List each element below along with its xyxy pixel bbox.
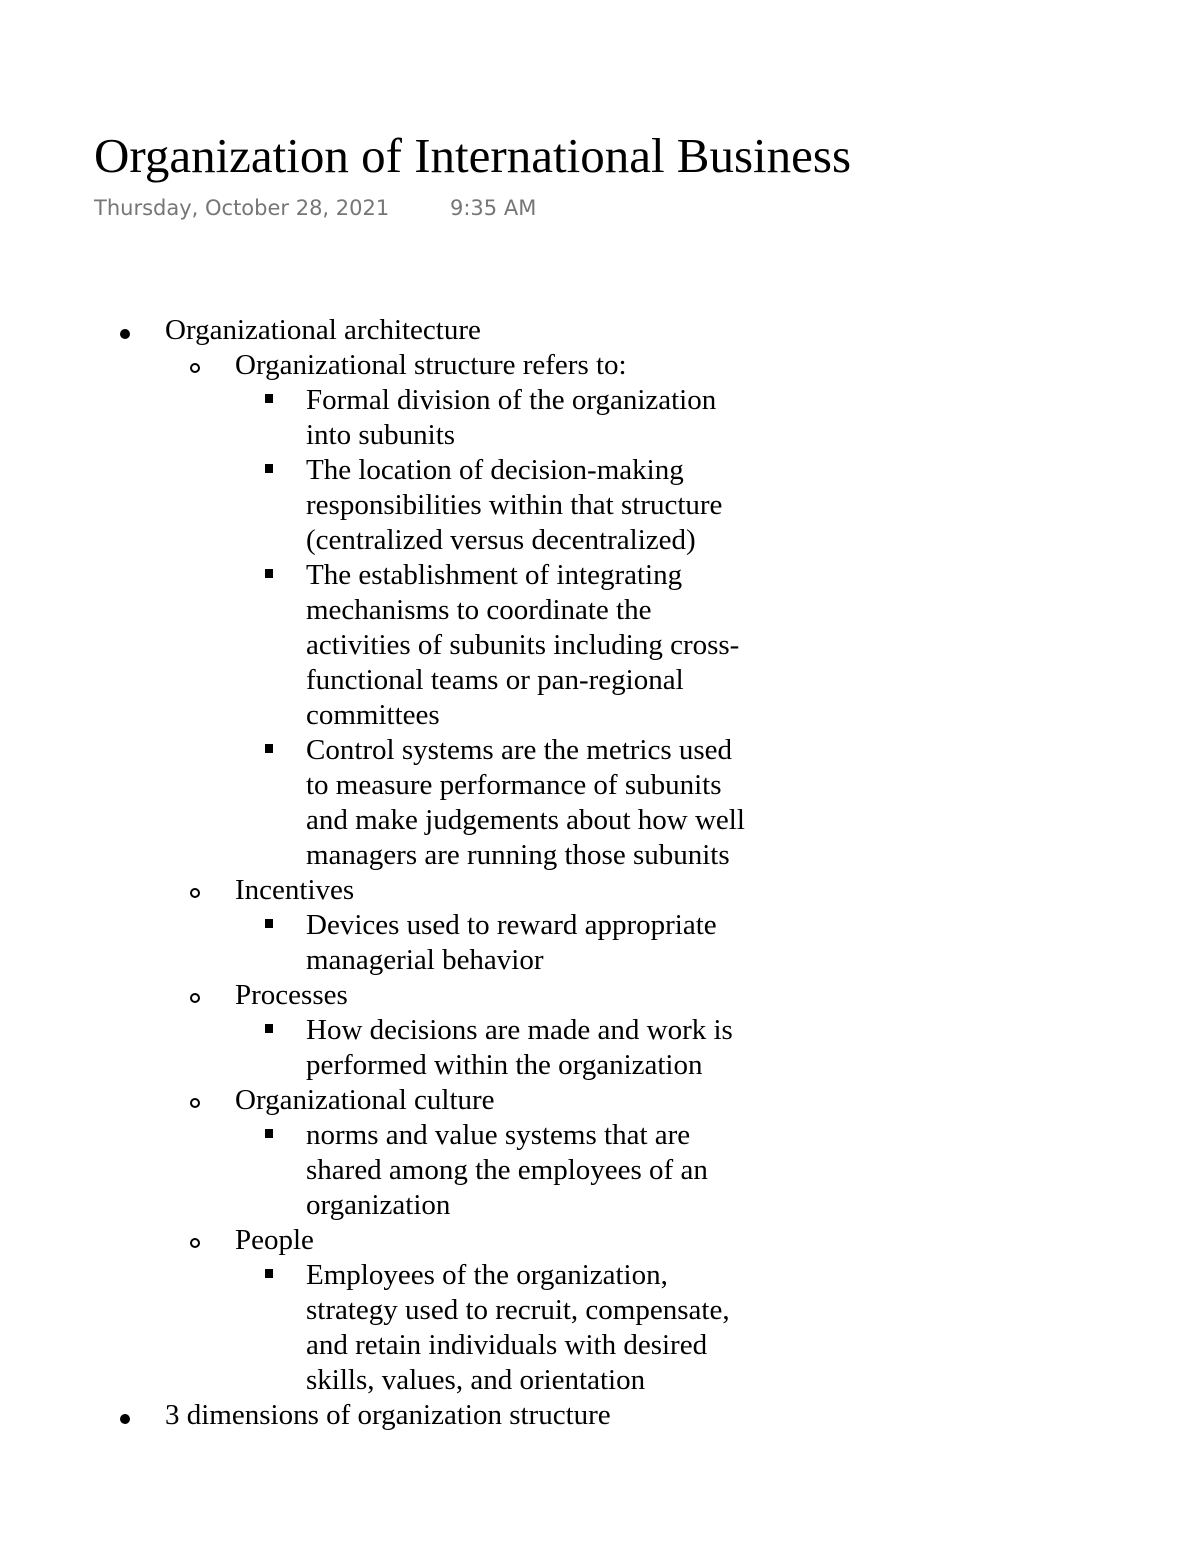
- outline-item-text: [306, 453, 722, 558]
- page-timestamp: [94, 193, 537, 223]
- page-time: 9:35 AM: [450, 196, 537, 220]
- outline-line: The establishment of integrating: [306, 559, 683, 591]
- outline-line: Organizational structure refers to:: [235, 349, 627, 381]
- outline-item-text: [306, 908, 717, 978]
- outline-line: Formal division of the organization: [306, 384, 717, 416]
- outline-line: and retain individuals with desired: [306, 1329, 708, 1361]
- outline-line: functional teams or pan-regional: [306, 664, 684, 696]
- outline-line: responsibilities within that structure: [306, 489, 723, 521]
- outline-line: norms and value systems that are: [306, 1119, 691, 1151]
- outline-item-text: [306, 558, 739, 733]
- bullet-circle-icon: [190, 888, 200, 898]
- outline-line: organization: [306, 1189, 451, 1221]
- bullet-circle-icon: [190, 1238, 200, 1248]
- page-date: Thursday, October 28, 2021: [94, 196, 390, 220]
- outline-item-text: [306, 1013, 733, 1083]
- outline-line: Devices used to reward appropriate: [306, 909, 717, 941]
- outline-item-text: [235, 978, 348, 1013]
- bullet-square-icon: [265, 464, 273, 473]
- outline-item-text: [235, 1083, 495, 1118]
- bullet-square-icon: [265, 919, 273, 928]
- outline-line: performed within the organization: [306, 1049, 703, 1081]
- outline-line: managers are running those subunits: [306, 839, 730, 871]
- outline-item-text: [235, 873, 354, 908]
- outline-line: Organizational culture: [235, 1084, 495, 1116]
- bullet-square-icon: [265, 744, 273, 753]
- bullet-square-icon: [265, 1269, 273, 1278]
- outline-line: strategy used to recruit, compensate,: [306, 1294, 730, 1326]
- outline-item-text: [306, 1258, 730, 1398]
- bullet-circle-icon: [190, 1098, 200, 1108]
- bullet-square-icon: [265, 1129, 273, 1138]
- outline-line: mechanisms to coordinate the: [306, 594, 652, 626]
- outline-line: to measure performance of subunits: [306, 769, 722, 801]
- outline-line: shared among the employees of an: [306, 1154, 708, 1186]
- outline-line: People: [235, 1224, 314, 1256]
- outline-line: into subunits: [306, 419, 456, 451]
- outline-line: The location of decision-making: [306, 454, 684, 486]
- outline-line: Incentives: [235, 874, 355, 906]
- outline-item-text: [306, 733, 745, 873]
- outline-line: 3 dimensions of organization structure: [165, 1399, 611, 1431]
- page-title: Organization of International Business: [94, 128, 852, 183]
- bullet-disc-icon: [120, 329, 130, 339]
- outline-item-text: [306, 1118, 708, 1223]
- bullet-square-icon: [265, 1024, 273, 1033]
- bullet-square-icon: [265, 569, 273, 578]
- outline-item-text: [165, 313, 481, 348]
- outline-line: Processes: [235, 979, 348, 1011]
- outline-line: skills, values, and orientation: [306, 1364, 646, 1396]
- outline-item-text: [235, 1223, 314, 1258]
- outline-line: Employees of the organization,: [306, 1259, 668, 1291]
- outline-line: Control systems are the metrics used: [306, 734, 733, 766]
- outline-line: (centralized versus decentralized): [306, 524, 696, 556]
- outline-line: managerial behavior: [306, 944, 544, 976]
- outline-item-text: [235, 348, 627, 383]
- outline-line: committees: [306, 699, 440, 731]
- outline-line: Organizational architecture: [165, 314, 481, 346]
- bullet-circle-icon: [190, 363, 200, 373]
- bullet-circle-icon: [190, 993, 200, 1003]
- bullet-square-icon: [265, 394, 273, 403]
- outline-line: activities of subunits including cross-: [306, 629, 740, 661]
- bullet-disc-icon: [120, 1414, 130, 1424]
- outline-line: and make judgements about how well: [306, 804, 745, 836]
- outline-item-text: [165, 1398, 611, 1433]
- outline-line: How decisions are made and work is: [306, 1014, 733, 1046]
- outline-item-text: [306, 383, 716, 453]
